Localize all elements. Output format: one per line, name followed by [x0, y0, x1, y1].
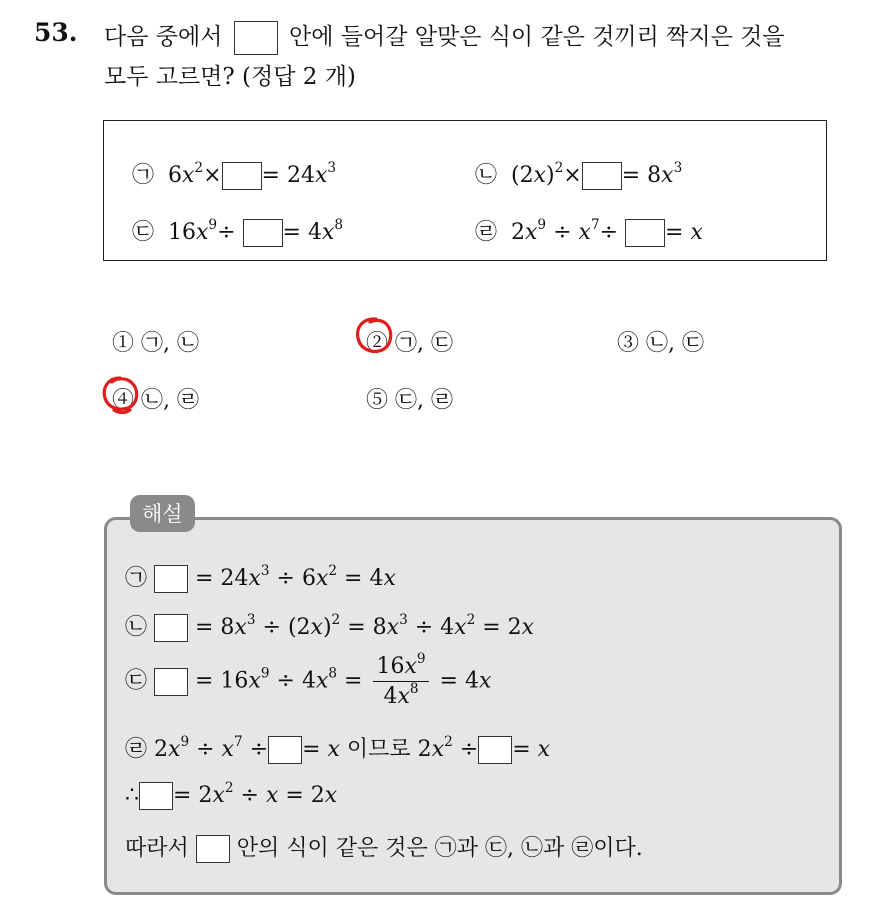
solution-a-label: ㉠ — [125, 566, 148, 591]
blank-box — [625, 219, 665, 247]
answer-mark-circle — [100, 374, 140, 414]
blank-box — [196, 835, 230, 863]
choice-2-text: ㉠, ㉢ — [395, 331, 454, 356]
choice-3-number: ③ — [617, 331, 640, 356]
question-text-b: 안에 들어갈 알맞은 식이 같은 것끼리 짝지은 것을 — [289, 24, 785, 50]
choice-5[interactable] — [366, 383, 453, 414]
condition-c: ㉢ $16x^9\div = 4x^8$ — [132, 216, 344, 245]
choice-1[interactable] — [112, 326, 199, 357]
solution-line-e: ∴ = $2x^2 \div x = 2x$ — [125, 779, 338, 808]
blank-box — [154, 668, 188, 696]
solution-connector: 이므로 — [346, 737, 411, 762]
conclusion-text-b: 안의 식이 같은 것은 ㉠과 ㉢, ㉡과 ㉣이다. — [236, 836, 643, 861]
choice-5-text: ㉢, ㉣ — [395, 388, 454, 413]
condition-d-label: ㉣ — [475, 220, 498, 245]
blank-box — [222, 162, 262, 190]
choice-3-text: ㉡, ㉢ — [646, 331, 705, 356]
solution-line-d: ㉣ $2x^9 \div x^7$ ÷ = x 이므로 $2x^2$ ÷ = x — [125, 733, 551, 762]
choice-2-number: ② — [366, 331, 389, 356]
choice-1-text: ㉠, ㉡ — [141, 331, 200, 356]
question-line-2: 모두 고르면? (정답 2 개) — [104, 64, 356, 90]
blank-box — [139, 782, 173, 810]
blank-box — [234, 21, 278, 55]
condition-b-label: ㉡ — [475, 163, 498, 188]
blank-box — [582, 162, 622, 190]
choice-3[interactable] — [617, 326, 704, 357]
solution-line-a: ㉠ = $24x^3 \div 6x^2 = 4x$ — [125, 562, 396, 591]
blank-box — [154, 614, 188, 642]
question-text-a: 다음 중에서 — [104, 24, 223, 50]
conclusion-text-a: 따라서 — [125, 836, 189, 861]
blank-box — [243, 219, 283, 247]
choice-4-text: ㉡, ㉣ — [141, 388, 200, 413]
condition-a-label: ㉠ — [132, 163, 155, 188]
solution-d-label: ㉣ — [125, 737, 148, 762]
condition-b: ㉡ $(2x)^2\times = 8x^3$ — [475, 159, 683, 188]
answer-mark-circle — [354, 316, 394, 356]
condition-c-label: ㉢ — [132, 220, 155, 245]
solution-line-b: ㉡ = $8x^3 \div (2x)^2 = 8x^3 \div 4x^2 = 2x$ — [125, 611, 535, 640]
condition-a: ㉠ $6x^2\times = 24x^3$ — [132, 159, 337, 188]
choice-5-number: ⑤ — [366, 388, 389, 413]
solution-c-label: ㉢ — [125, 668, 148, 694]
question-line-1 — [104, 18, 785, 55]
question-number: 53. — [34, 18, 78, 47]
blank-box — [478, 736, 512, 764]
fraction: $\frac{16x^9}{4x^8}$ — [373, 654, 428, 709]
solution-tag: 해설 — [130, 495, 195, 532]
solution-line-c: ㉢ = $16x^9 \div 4x^8$ = $\frac{16x^9}{4x^8}$ = 4x — [125, 650, 492, 709]
blank-box — [268, 736, 302, 764]
blank-box — [154, 565, 188, 593]
condition-d: ㉣ $2x^9 \div x^7\div = x$ — [475, 216, 703, 245]
solution-conclusion — [125, 831, 643, 863]
solution-b-label: ㉡ — [125, 615, 148, 640]
choice-4-number: ④ — [112, 388, 135, 413]
choice-1-number: ① — [112, 331, 135, 356]
